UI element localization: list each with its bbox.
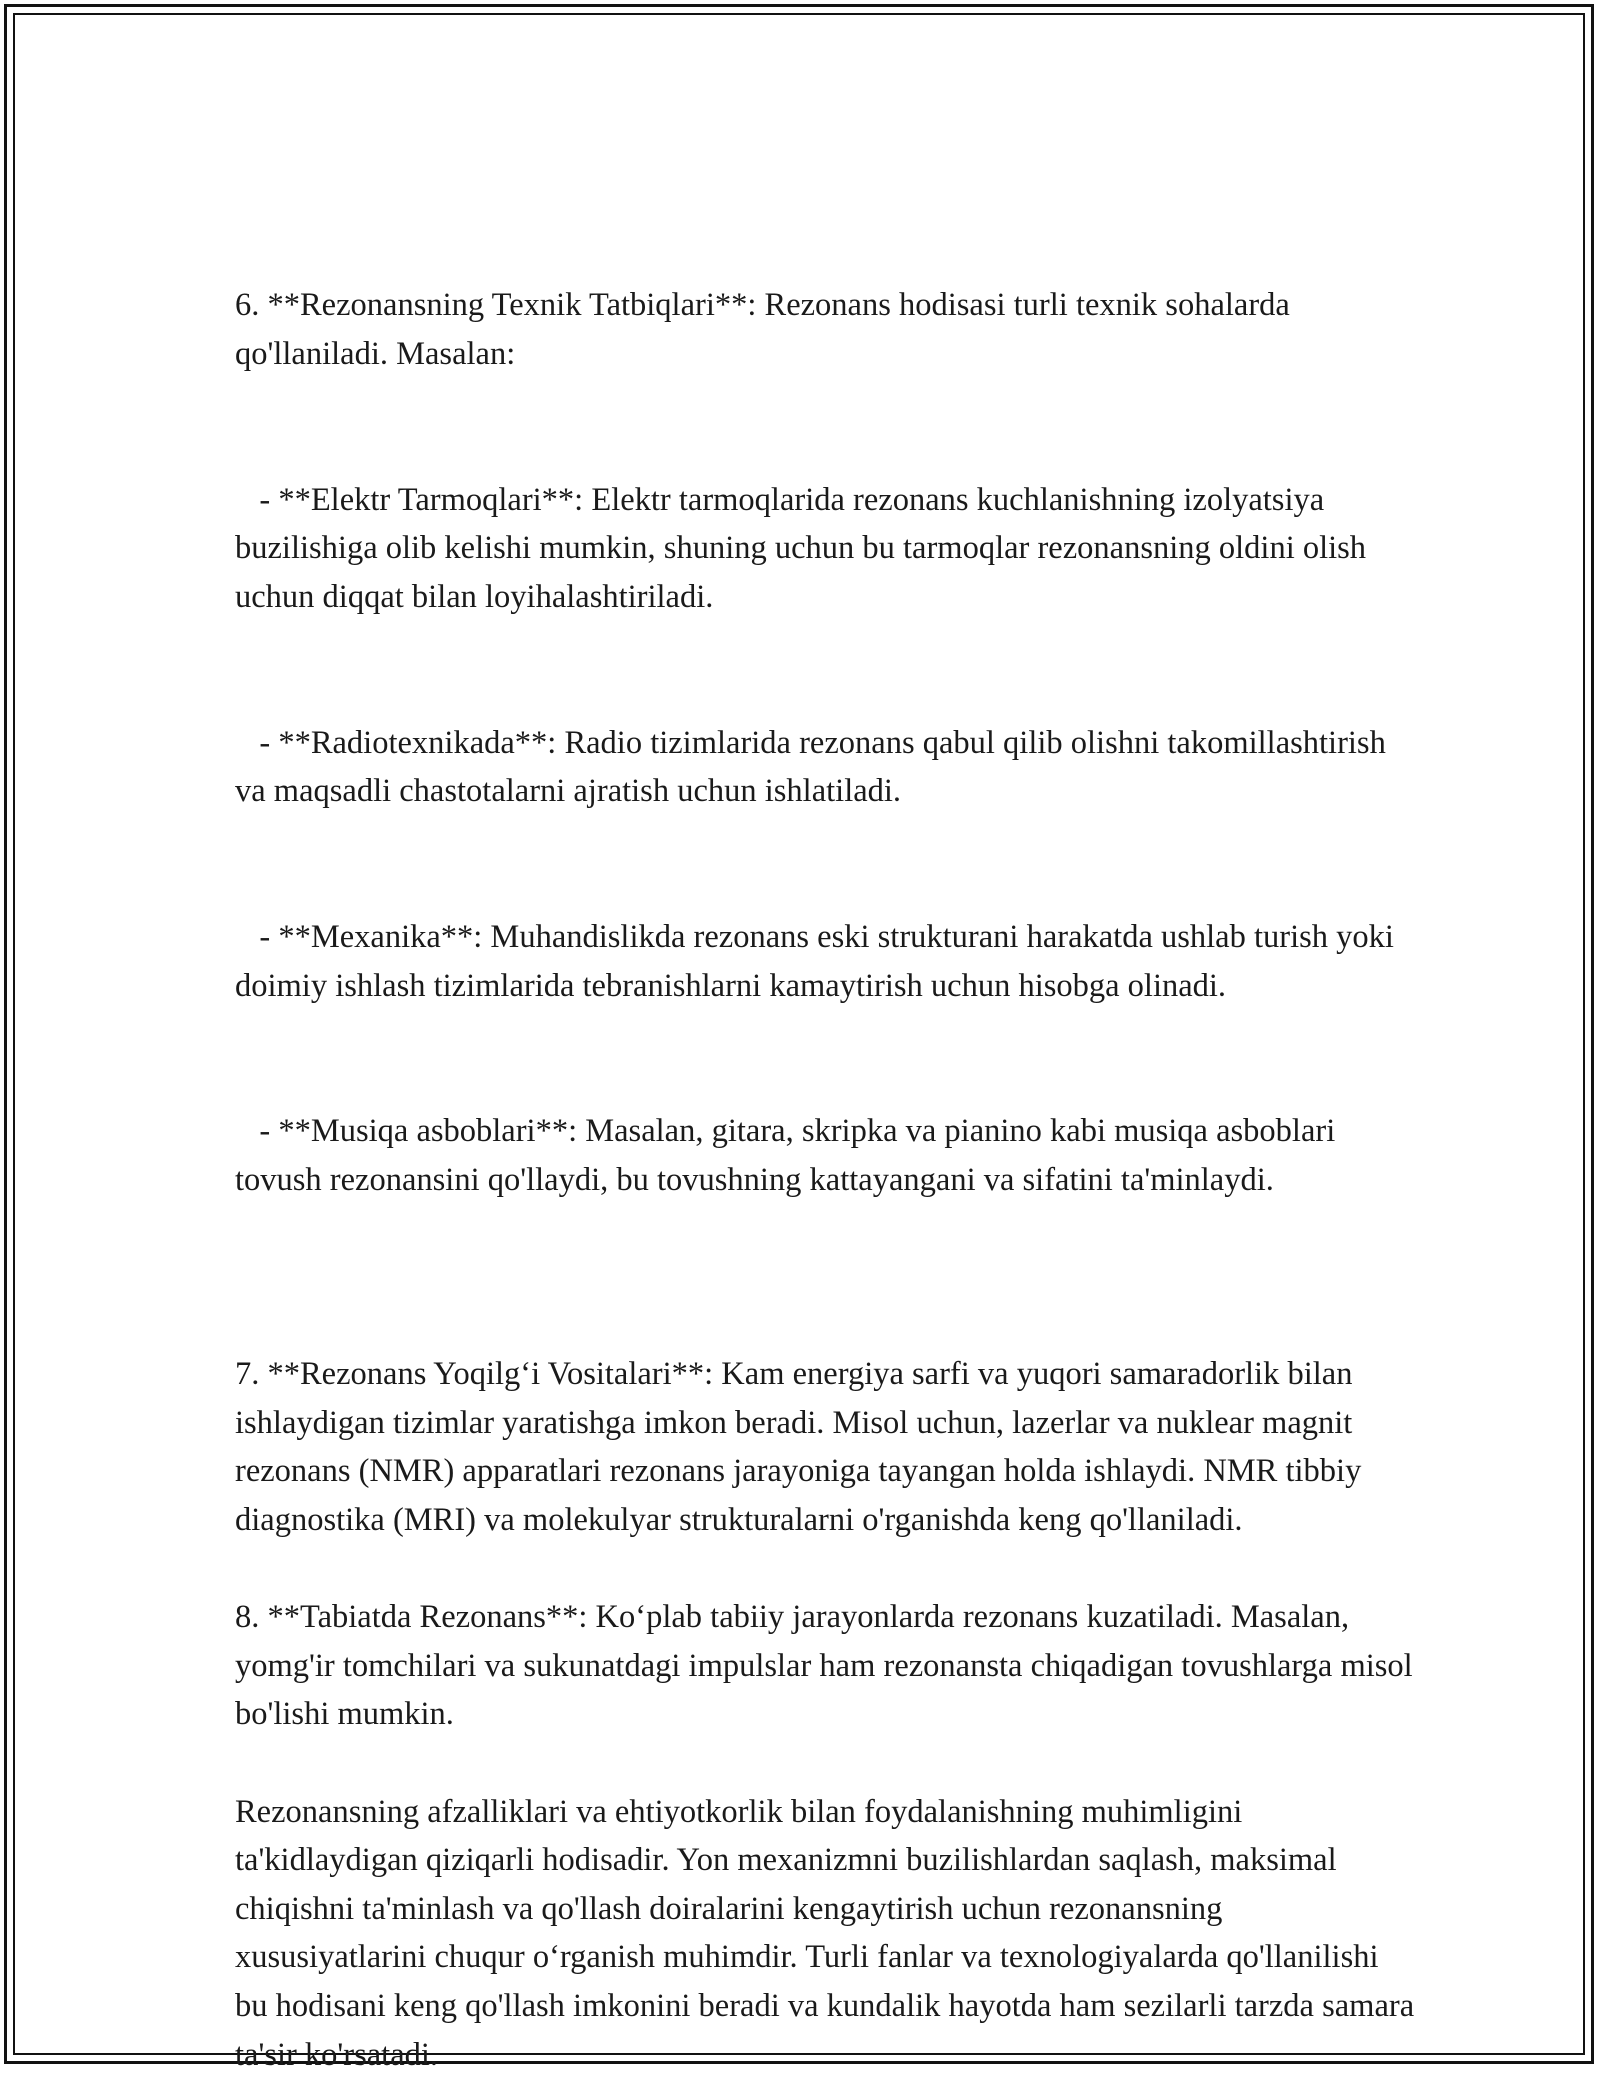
list-item-radiotexnikada: - **Radiotexnikada**: Radio tizimlarida rezonans qabul qilib olishni takomillashtirish va maqsadli chastotalarni ajratish uchun ishlatiladi. [235, 724, 1394, 810]
conclusion-paragraph: Rezonansning afzalliklari va ehtiyotkorlik bilan foydalanishning muhimligini ta'kidlaydigan qiziqarli hodisadir. Yon mexanizmni buzilishlardan saqlash, maksimal chiqishni ta'minlash va qo'llash doiralarini kengaytirish uchun rezonansning xususiyatlarini chuqur o‘rganish muhimdir. Turli fanlar va texnologiyalarda qo'llanilishi bu hodisani keng qo'llash imkonini beradi va kundalik hayotda ham sezilarli tarzda samara ta'sir ko'rsatadi. [235, 1793, 1423, 2073]
document-body [235, 184, 1423, 2079]
section-6-intro: 6. **Rezonansning Texnik Tatbiqlari**: Rezonans hodisasi turli texnik sohalarda qo'llaniladi. Masalan: [235, 287, 1298, 372]
list-item-musiqa-asboblari: - **Musiqa asboblari**: Masalan, gitara, skripka va pianino kabi musiqa asboblari tovush rezonansini qo'llaydi, bu tovushning kattayangani va sifatini ta'minlaydi. [235, 1113, 1344, 1198]
list-item-mexanika: - **Mexanika**: Muhandislikda rezonans eski strukturani harakatda ushlab turish yoki doimiy ishlash tizimlarida tebranishlarni kamaytirish uchun hisobga olinadi. [235, 918, 1403, 1004]
section-7: 7. **Rezonans Yoqilg‘i Vositalari**: Kam energiya sarfi va yuqori samaradorlik bilan ishlaydigan tizimlar yaratishga imkon beradi. Misol uchun, lazerlar va nuklear magnit rezonans (NMR) apparatlari rezonans jarayoniga tayangan holda ishlaydi. NMR tibbiy diagnostika (MRI) va molekulyar strukturalarni o'rganishda keng qo'llaniladi. [235, 1356, 1370, 1539]
section-8: 8. **Tabiatda Rezonans**: Ko‘plab tabiiy jarayonlarda rezonans kuzatiladi. Masalan, yomg'ir tomchilari va sukunatdagi impulslar ham rezonansta chiqadigan tovushlarga misol bo'lishi mumkin. [235, 1599, 1421, 1733]
list-item-elektr-tarmoqlari: - **Elektr Tarmoqlari**: Elektr tarmoqlarida rezonans kuchlanishning izolyatsiya buzilishiga olib kelishi mumkin, shuning uchun bu tarmoqlar rezonansning oldini olish uchun diqqat bilan loyihalashtiriladi. [235, 481, 1375, 615]
section-6 [235, 184, 1415, 1302]
